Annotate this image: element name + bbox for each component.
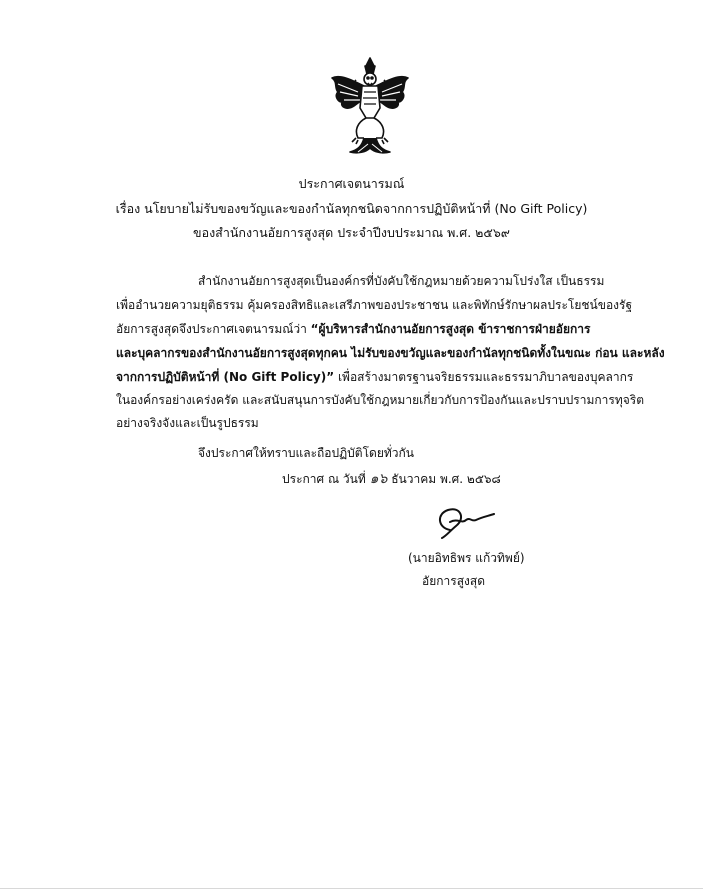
garuda-emblem-icon — [328, 56, 412, 156]
body-line-5-bold: จากการปฏิบัติหน้าที่ (No Gift Policy)” — [116, 370, 335, 384]
body-line-6: ในองค์กรอย่างเคร่งครัด และสนับสนุนการบังคับใช้กฎหมายเกี่ยวกับการป้องกันและปราบปรามการทุจริต — [116, 393, 645, 407]
body-line-2: เพื่ออำนวยความยุติธรรม คุ้มครองสิทธิและเสรีภาพของประชาชน และพิทักษ์รักษาผลประโยชน์ของรัฐ — [116, 298, 633, 312]
signatory-position: อัยการสูงสุด — [422, 574, 485, 588]
date-prefix: ประกาศ ณ วันที่ — [282, 472, 366, 486]
closing-line: จึงประกาศให้ทราบและถือปฏิบัติโดยทั่วกัน — [198, 446, 414, 460]
body-line-1: สำนักงานอัยการสูงสุดเป็นองค์กรที่บังคับใช้กฎหมายด้วยความโปร่งใส เป็นธรรม — [198, 274, 605, 288]
announcement-title: ประกาศเจตนารมณ์ — [298, 176, 405, 191]
handwritten-signature — [428, 500, 498, 540]
date-suffix: ธันวาคม พ.ศ. ๒๕๖๘ — [391, 472, 501, 486]
body-line-5-normal: เพื่อสร้างมาตรฐานจริยธรรมและธรรมาภิบาลของบุคลากร — [334, 370, 634, 384]
body-line-3-normal: อัยการสูงสุดจึงประกาศเจตนารมณ์ว่า — [116, 322, 311, 336]
subject-line: เรื่อง นโยบายไม่รับของขวัญและของกำนัลทุกชนิดจากการปฏิบัติหน้าที่ (No Gift Policy) — [115, 201, 588, 216]
date-day: ๑๖ — [369, 471, 388, 487]
date-line — [282, 468, 501, 490]
body-line-5 — [116, 368, 633, 387]
body-line-3-bold: “ผู้บริหารสำนักงานอัยการสูงสุด ข้าราชการฝ่ายอัยการ — [310, 322, 591, 336]
body-line-4: และบุคลากรของสำนักงานอัยการสูงสุดทุกคน ไม่รับของขวัญและของกำนัลทุกชนิดทั้งในขณะ ก่อน และหลัง — [116, 346, 665, 360]
subject-line-2: ของสำนักงานอัยการสูงสุด ประจำปีงบประมาณ พ.ศ. ๒๕๖๙ — [193, 225, 510, 240]
body-line-3 — [116, 320, 590, 339]
page-bottom-divider — [0, 888, 703, 889]
signatory-name: (นายอิทธิพร แก้วทิพย์) — [408, 551, 525, 565]
body-line-7: อย่างจริงจังและเป็นรูปธรรม — [116, 416, 259, 430]
